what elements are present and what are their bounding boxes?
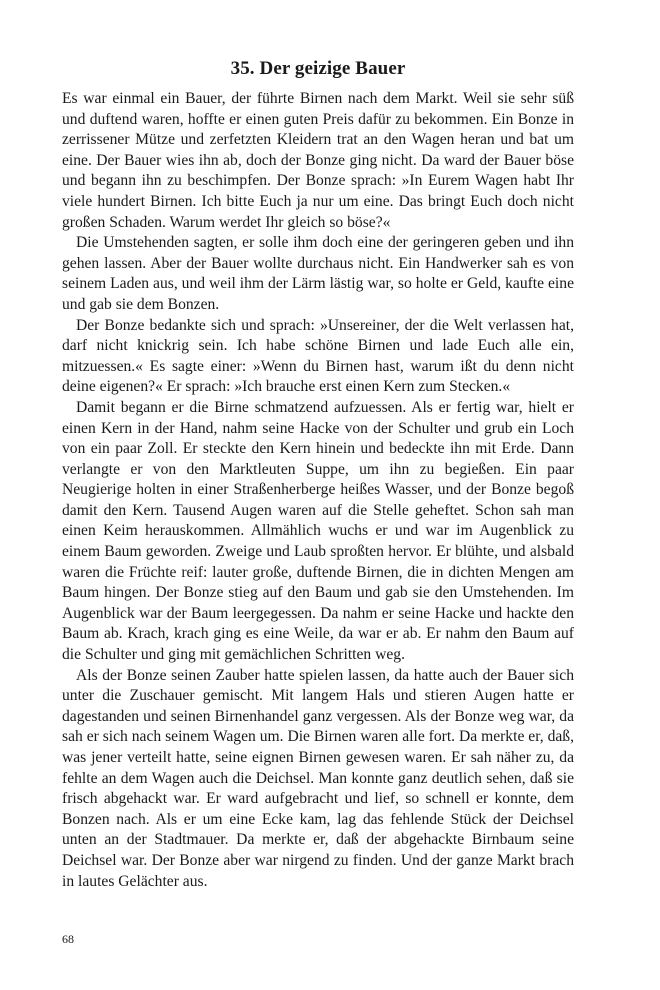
paragraph-3: Der Bonze bedankte sich und sprach: »Unsereiner, der die Welt verlassen hat, darf nicht knickrig sein. Ich habe schöne Birnen und lade Euch alle ein, mitzuessen.« Es sagte einer: »Wenn du Birnen hast, warum ißt du denn nicht deine eigenen?« Er sprach: »Ich brauche erst einen Kern zum Stecken.«	[62, 316, 574, 396]
page-body	[62, 56, 574, 892]
page-number: 68	[62, 932, 74, 946]
paragraph-2: Die Umstehenden sagten, er solle ihm doch eine der geringeren geben und ihn gehen lassen. Aber der Bauer wollte durchaus nicht. Ein Handwerker sah es von seinem Laden aus, und weil ihm der Lärm lästig war, so holte er Geld, kaufte eine und gab sie dem Bonzen.	[62, 234, 574, 313]
paragraph-5: Als der Bonze seinen Zauber hatte spielen lassen, da hatte auch der Bauer sich unter die Zuschauer gemischt. Mit langem Hals und stieren Augen hatte er dagestanden und seinen Birnenhandel ganz vergessen. Als der Bonze weg war, da sah er sich nach seinem Wagen um. Die Birnen waren alle fort. Da merkte er, daß, was jener verteilt hatte, seine eignen Birnen gewesen waren. Er sah näher zu, da fehlte an dem Wagen auch die Deichsel. Man konnte ganz deutlich sehen, daß sie frisch abgehackt war. Er ward aufgebracht und lief, so schnell er konnte, dem Bonzen nach. Als er um eine Ecke kam, lag das fehlende Stück der Deichsel unten an der Stadtmauer. Da merkte er, daß der abgehackte Birnbaum seine Deichsel war. Der Bonze aber war nirgend zu finden. Und der ganze Markt brach in lautes Gelächter aus.	[62, 666, 574, 890]
paragraph-1: Es war einmal ein Bauer, der führte Birnen nach dem Markt. Weil sie sehr süß und duftend waren, hoffte er einen guten Preis dafür zu bekommen. Ein Bonze in zerrissener Mütze und zerfetzten Kleidern trat an den Wagen heran und bat um eine. Der Bauer wies ihn ab, doch der Bonze ging nicht. Da ward der Bauer böse und begann ihn zu beschimpfen. Der Bonze sprach: »In Eurem Wagen habt Ihr viele hundert Birnen. Ich bitte Euch ja nur um eine. Das bringt Euch doch nicht großen Schaden. Warum werdet Ihr gleich so böse?«	[62, 90, 574, 231]
paragraph-4: Damit begann er die Birne schmatzend aufzuessen. Als er fertig war, hielt er einen Kern in der Hand, nahm seine Hacke von der Schulter und grub ein Loch von ein paar Zoll. Er steckte den Kern hinein und bedeckte ihn mit Erde. Dann verlangte er von den Marktleuten Suppe, um ihn zu begießen. Ein paar Neugierige holten in einer Straßenherberge heißes Wasser, und der Bonze begoß damit den Kern. Tausend Augen waren auf die Stelle geheftet. Schon sah man einen Keim herauskommen. Allmählich wuchs er und war im Augenblick zu einem Baum geworden. Zweige und Laub sproßten hervor. Er blühte, und alsbald waren die Früchte reif: lauter große, duftende Birnen, die in dichten Mengen am Baum hingen. Der Bonze stieg auf den Baum und gab sie den Umstehenden. Im Augenblick war der Baum leergegessen. Da nahm er seine Hacke und hackte den Baum ab. Krach, krach ging es eine Weile, da war er ab. Er nahm den Baum auf die Schulter und ging mit gemächlichen Schritten weg.	[62, 398, 574, 664]
story-title: 35. Der geizige Bauer	[230, 58, 406, 79]
